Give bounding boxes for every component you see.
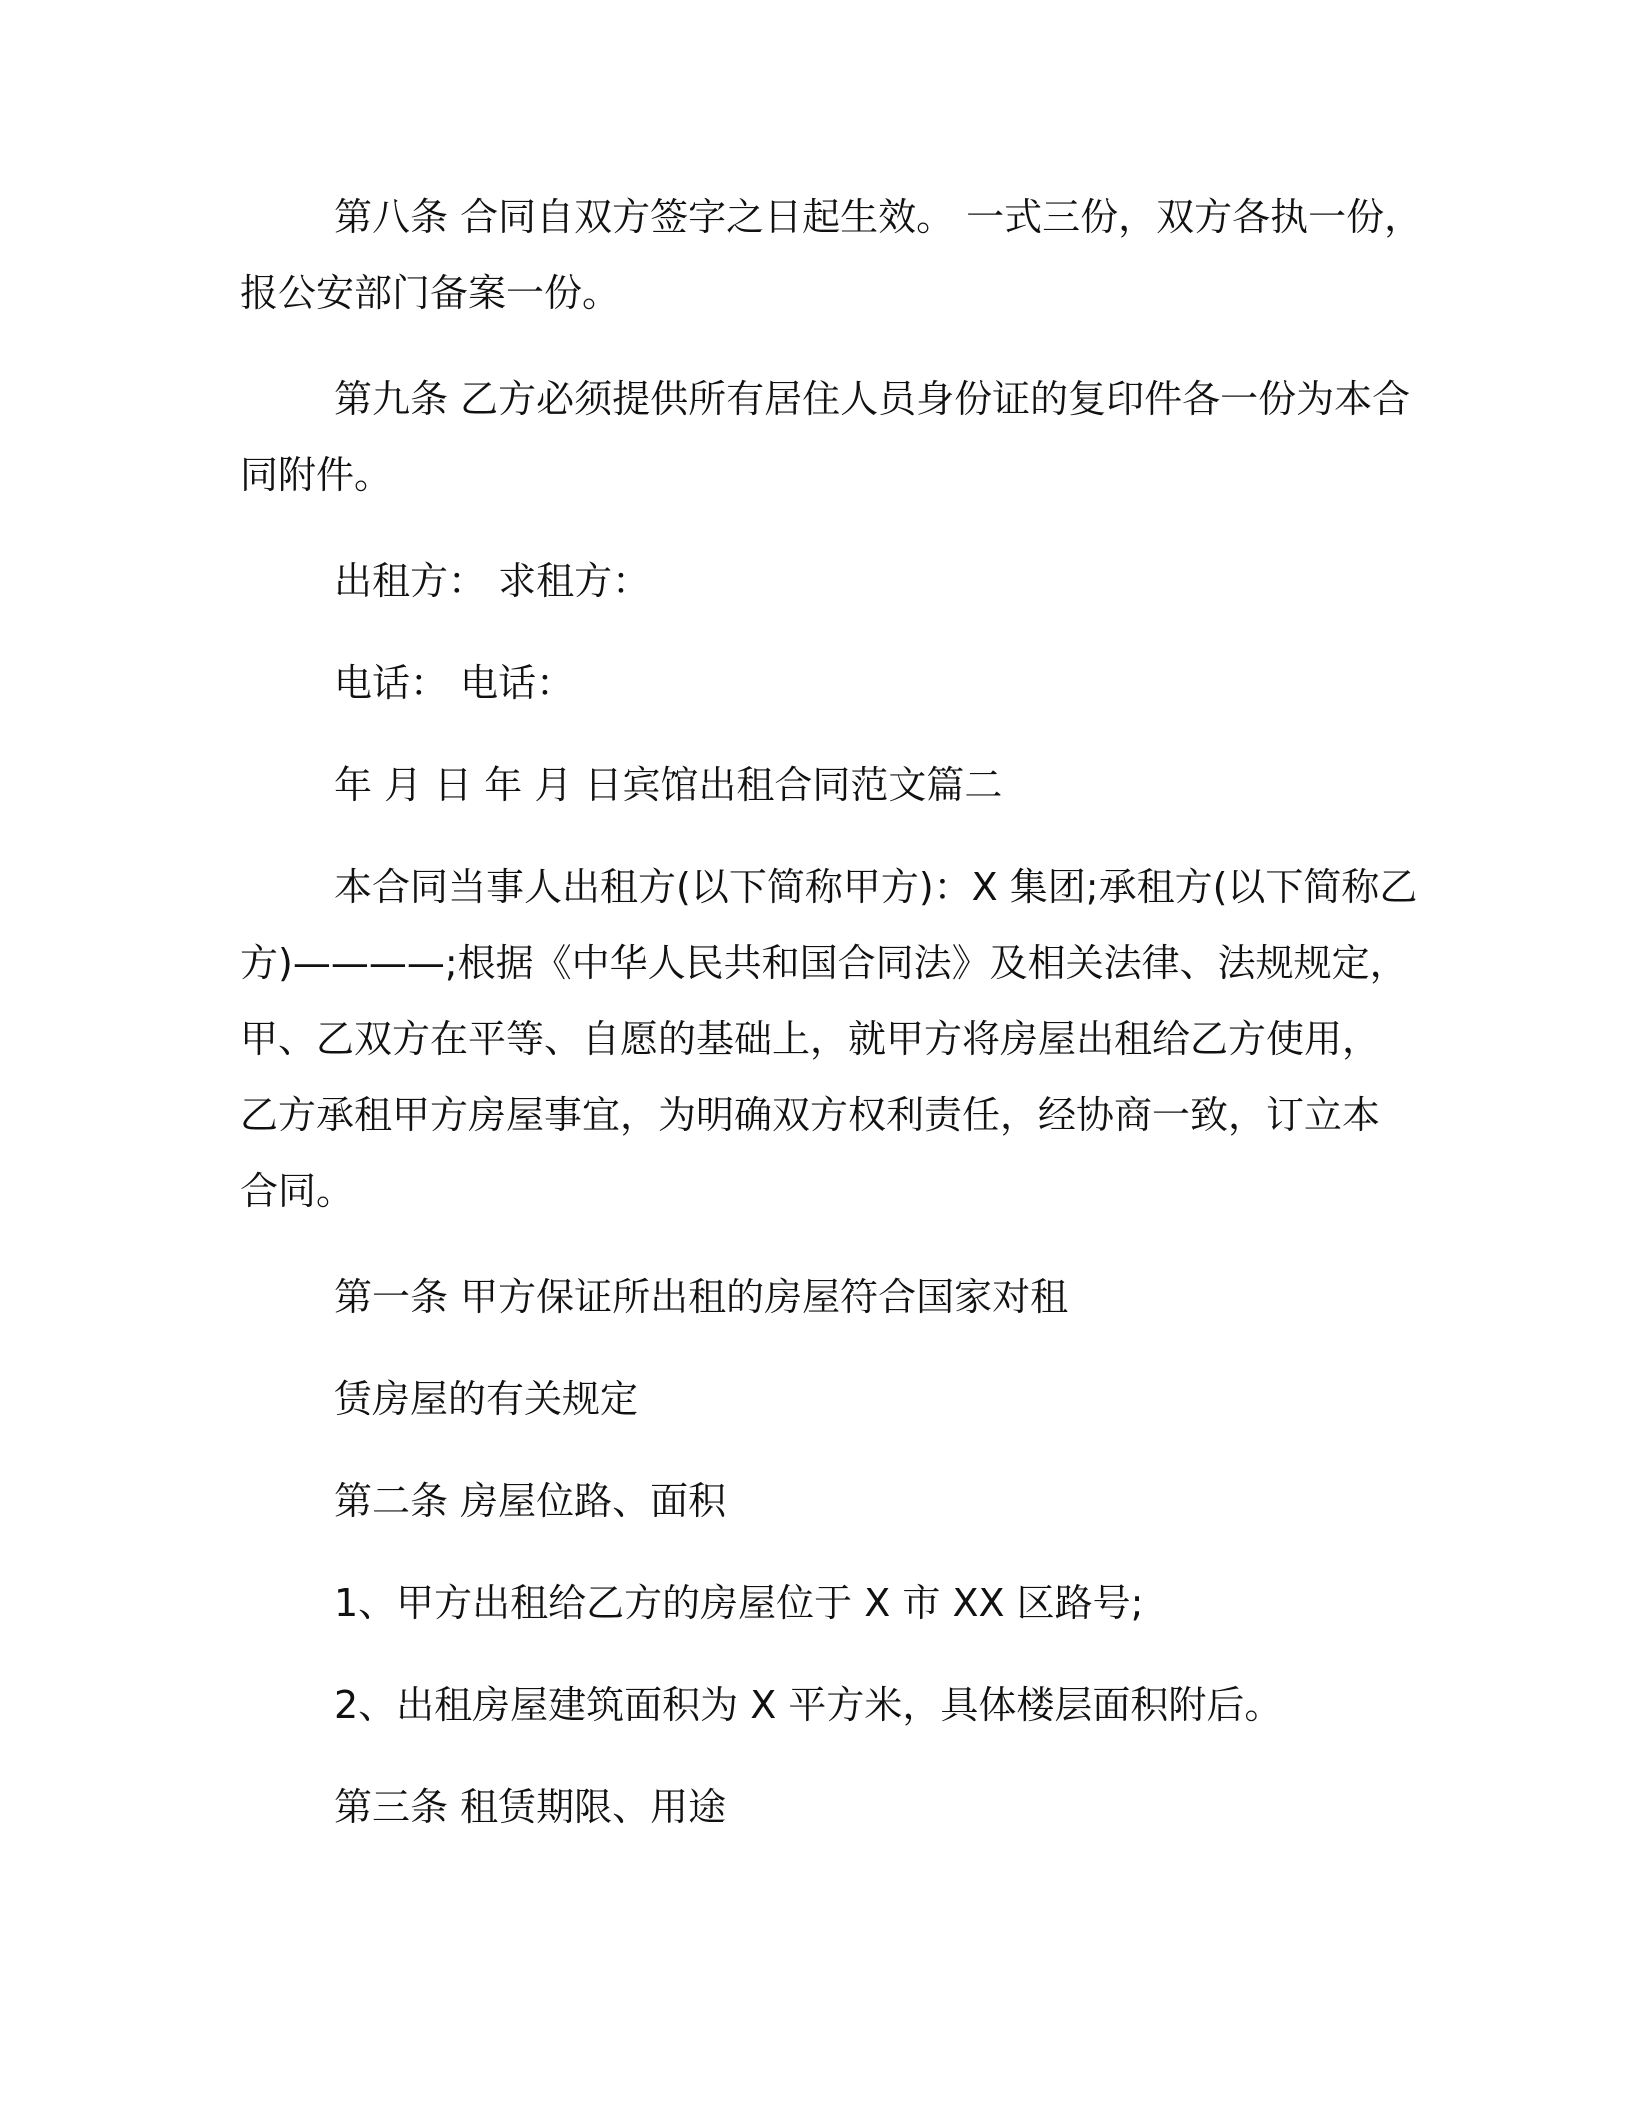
parties-paragraph-line-4: 乙方承租甲方房屋事宜，为明确双方权利责任，经协商一致，订立本 — [240, 1093, 1381, 1137]
article-3-heading: 第三条 租赁期限、用途 — [334, 1785, 727, 1829]
parties-paragraph-line-5: 合同。 — [240, 1169, 355, 1213]
parties-paragraph-line-3: 甲、乙双方在平等、自愿的基础上，就甲方将房屋出租给乙方使用， — [240, 1017, 1381, 1061]
article-2-item-2: 2、出租房屋建筑面积为 X 平方米，具体楼层面积附后。 — [334, 1683, 1283, 1727]
article-1-line-2: 赁房屋的有关规定 — [334, 1377, 639, 1421]
article-1-line-1: 第一条 甲方保证所出租的房屋符合国家对租 — [334, 1275, 1069, 1319]
article-9-line-2: 同附件。 — [240, 453, 393, 497]
date-and-heading-line: 年 月 日 年 月 日宾馆出租合同范文篇二 — [334, 763, 1003, 807]
article-8-line-2: 报公安部门备案一份。 — [240, 271, 621, 315]
lessor-tenant-line: 出租方： 求租方： — [334, 559, 651, 603]
article-9-line-1: 第九条 乙方必须提供所有居住人员身份证的复印件各一份为本合 — [334, 377, 1411, 421]
parties-paragraph-line-1: 本合同当事人出租方(以下简称甲方)：X 集团;承租方(以下简称乙 — [334, 865, 1418, 909]
article-2-item-1: 1、甲方出租给乙方的房屋位于 X 市 XX 区路号; — [334, 1581, 1144, 1625]
parties-paragraph-line-2: 方)————;根据《中华人民共和国合同法》及相关法律、法规规定， — [240, 941, 1408, 985]
article-2-heading: 第二条 房屋位路、面积 — [334, 1479, 727, 1523]
phone-line: 电话： 电话： — [334, 661, 575, 705]
article-8-line-1: 第八条 合同自双方签字之日起生效。 一式三份，双方各执一份， — [334, 195, 1423, 239]
